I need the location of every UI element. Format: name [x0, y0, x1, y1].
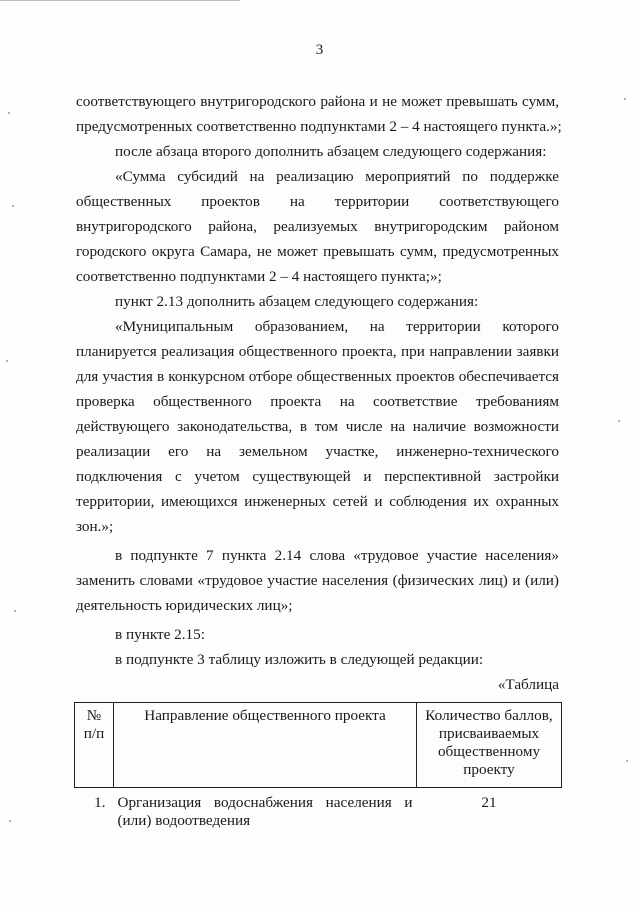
paragraph-line: заменить словами «трудовое участие населения (физических лиц) и (или) — [76, 572, 559, 589]
paragraph-line: действующего законодательства, в том числе на наличие возможности — [76, 418, 559, 435]
paragraph-line: деятельность юридических лиц»; — [76, 597, 293, 614]
paragraph-line: соответствующего внутригородского района и не может превышать сумм, — [76, 93, 559, 110]
paragraph-line: в подпункте 3 таблицу изложить в следующей редакции: — [115, 651, 484, 668]
row-num: 1. — [94, 794, 106, 811]
table-row — [75, 788, 562, 835]
scan-speck — [8, 112, 10, 114]
row-direction: Организация водоснабжения населения и (или) водоотведения — [117, 794, 413, 829]
paragraph-line: предусмотренных соответственно подпунктами 2 – 4 настоящего пункта.»; — [76, 118, 562, 135]
paragraph-line: городского округа Самара, не может превышать сумм, предусмотренных — [76, 243, 559, 260]
paragraph-line: соответственно подпунктами 2 – 4 настоящего пункта;»; — [76, 268, 442, 285]
table-header-row — [75, 703, 562, 788]
paragraph-line: в пункте 2.15: — [115, 626, 205, 643]
scan-speck — [12, 205, 14, 207]
paragraph-line: «Сумма субсидий на реализацию мероприятий по поддержке — [115, 168, 559, 185]
paragraph-line: общественных проектов на территории соответствующего — [76, 193, 559, 210]
scan-speck — [9, 820, 11, 822]
scores-table — [74, 702, 562, 834]
paragraph-line: зон.»; — [76, 518, 114, 535]
paragraph-line: для участия в конкурсном отборе общественных проектов обеспечивается — [76, 368, 559, 385]
page-number: 3 — [315, 42, 324, 58]
header-direction: Направление общественного проекта — [114, 703, 417, 788]
table-caption: «Таблица — [497, 676, 559, 693]
paragraph-line: подключения с учетом существующей и перспективной застройки — [76, 468, 559, 485]
header-num: № п/п — [75, 703, 114, 788]
row-score: 21 — [481, 794, 497, 811]
scan-speck — [618, 420, 620, 422]
paragraph-line: «Муниципальным образованием, на территории которого — [115, 318, 559, 335]
paragraph-line: реализации его на земельном участке, инженерно-технического — [76, 443, 559, 460]
paragraph-line: в подпункте 7 пункта 2.14 слова «трудовое участие населения» — [115, 547, 559, 564]
paragraph-line: территории, имеющихся инженерных сетей и соблюдения их охранных — [76, 493, 559, 510]
scan-speck — [6, 360, 8, 362]
scan-speck — [624, 98, 626, 100]
scan-speck — [14, 610, 16, 612]
paragraph-line: после абзаца второго дополнить абзацем следующего содержания: — [115, 143, 547, 160]
paragraph-line: планируется реализация общественного проекта, при направлении заявки — [76, 343, 559, 360]
paragraph-line: проверка общественного проекта на соответствие требованиям — [76, 393, 559, 410]
header-score: Количество баллов, присваиваемых общественному проекту — [417, 703, 562, 788]
paragraph-line: внутригородского района, реализуемых внутригородским районом — [76, 218, 559, 235]
scan-speck — [626, 760, 628, 762]
scan-edge-line — [0, 0, 240, 1]
paragraph-line: пункт 2.13 дополнить абзацем следующего содержания: — [115, 293, 479, 310]
